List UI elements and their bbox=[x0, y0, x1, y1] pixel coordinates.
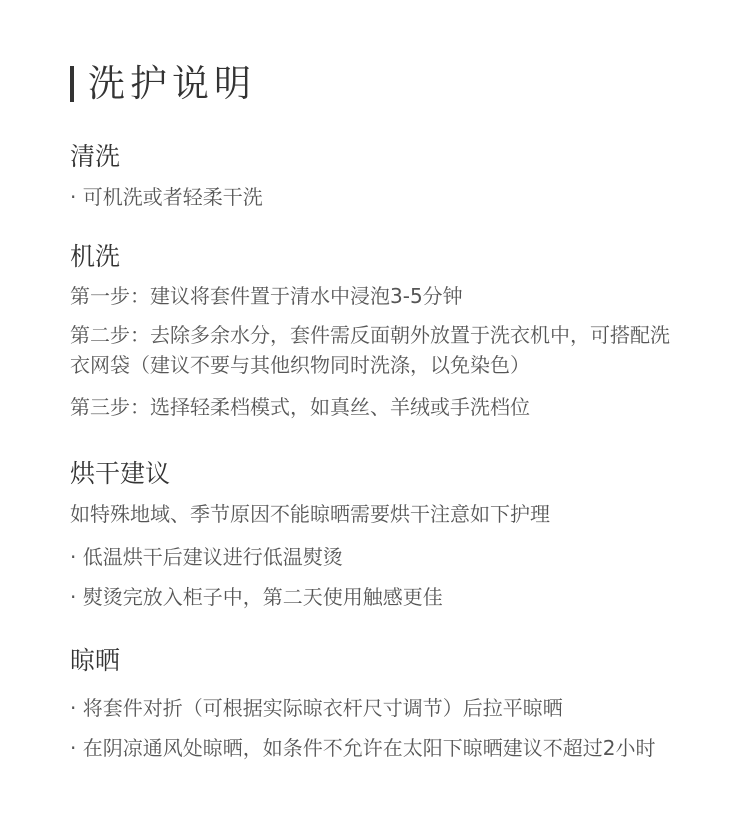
page-title-block bbox=[70, 62, 256, 106]
page-title: 洗护说明 bbox=[88, 62, 256, 105]
machine-wash-step-2: 第二步：去除多余水分，套件需反面朝外放置于洗衣机中，可搭配洗衣网袋（建议不要与其他织物同时洗涤，以免染色） bbox=[70, 323, 670, 377]
drying-tip-2: · 熨烫完放入柜子中，第二天使用触感更佳 bbox=[70, 585, 443, 609]
drying-tip-1: · 低温烘干后建议进行低温熨烫 bbox=[70, 545, 343, 569]
air-drying-tip-1: · 将套件对折（可根据实际晾衣杆尺寸调节）后拉平晾晒 bbox=[70, 696, 563, 720]
title-accent-bar bbox=[70, 66, 74, 102]
section-heading-washing: 清洗 bbox=[70, 142, 121, 171]
washing-note: · 可机洗或者轻柔干洗 bbox=[70, 185, 263, 209]
machine-wash-step-1: 第一步：建议将套件置于清水中浸泡3-5分钟 bbox=[70, 284, 463, 308]
section-heading-drying-advice: 烘干建议 bbox=[70, 459, 171, 488]
section-heading-air-drying: 晾晒 bbox=[70, 646, 121, 675]
air-drying-tip-2: · 在阴凉通风处晾晒，如条件不允许在太阳下晾晒建议不超过2小时 bbox=[70, 736, 656, 760]
machine-wash-step-3: 第三步：选择轻柔档模式，如真丝、羊绒或手洗档位 bbox=[70, 395, 530, 419]
drying-intro: 如特殊地域、季节原因不能晾晒需要烘干注意如下护理 bbox=[70, 502, 550, 526]
section-heading-machine-wash: 机洗 bbox=[70, 242, 121, 271]
